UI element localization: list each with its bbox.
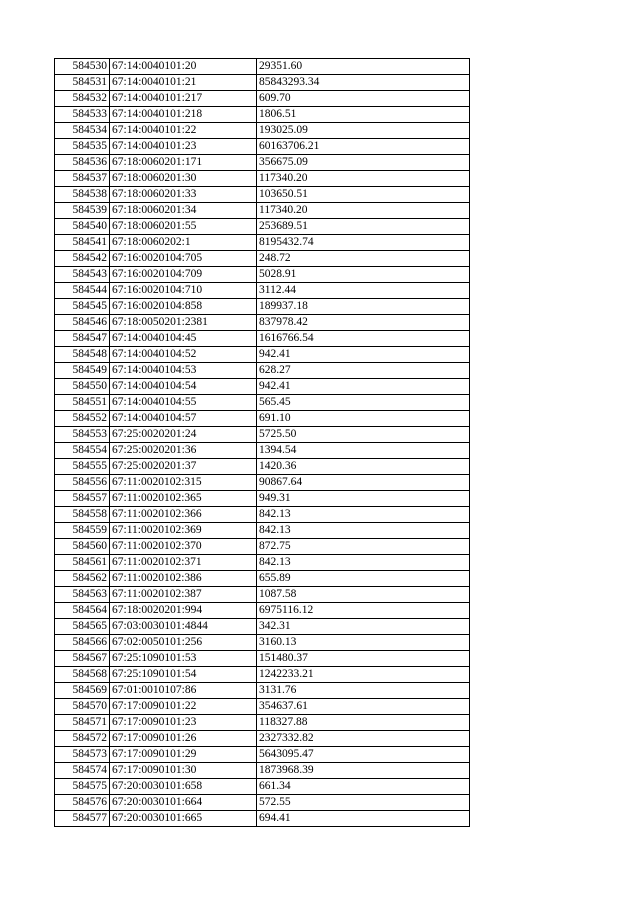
value-cell: 842.13 <box>257 507 470 523</box>
table-row <box>55 507 470 523</box>
cadastral-number-cell: 67:18:0060201:30 <box>110 171 257 187</box>
table-row <box>55 683 470 699</box>
value-cell: 29351.60 <box>257 59 470 75</box>
cadastral-number-cell: 67:18:0060202:1 <box>110 235 257 251</box>
row-number-cell: 584548 <box>55 347 110 363</box>
row-number-cell: 584535 <box>55 139 110 155</box>
value-cell: 949.31 <box>257 491 470 507</box>
row-number-cell: 584533 <box>55 107 110 123</box>
value-cell: 572.55 <box>257 795 470 811</box>
value-cell: 117340.20 <box>257 203 470 219</box>
cadastral-number-cell: 67:11:0020102:366 <box>110 507 257 523</box>
row-number-cell: 584542 <box>55 251 110 267</box>
table-row <box>55 427 470 443</box>
cadastral-number-cell: 67:14:0040104:52 <box>110 347 257 363</box>
value-cell: 356675.09 <box>257 155 470 171</box>
table-row <box>55 315 470 331</box>
table-row <box>55 795 470 811</box>
value-cell: 842.13 <box>257 523 470 539</box>
value-cell: 3112.44 <box>257 283 470 299</box>
table-row <box>55 475 470 491</box>
value-cell: 8195432.74 <box>257 235 470 251</box>
value-cell: 189937.18 <box>257 299 470 315</box>
table-row <box>55 667 470 683</box>
row-number-cell: 584568 <box>55 667 110 683</box>
table-row <box>55 107 470 123</box>
cadastral-number-cell: 67:14:0040104:57 <box>110 411 257 427</box>
cadastral-number-cell: 67:14:0040101:23 <box>110 139 257 155</box>
value-cell: 837978.42 <box>257 315 470 331</box>
row-number-cell: 584564 <box>55 603 110 619</box>
row-number-cell: 584575 <box>55 779 110 795</box>
table-row <box>55 587 470 603</box>
row-number-cell: 584537 <box>55 171 110 187</box>
table-row <box>55 379 470 395</box>
table-row <box>55 155 470 171</box>
row-number-cell: 584531 <box>55 75 110 91</box>
cadastral-number-cell: 67:18:0060201:34 <box>110 203 257 219</box>
cadastral-number-cell: 67:18:0060201:55 <box>110 219 257 235</box>
table-row <box>55 395 470 411</box>
cadastral-number-cell: 67:20:0030101:665 <box>110 811 257 827</box>
table-row <box>55 123 470 139</box>
table-row <box>55 203 470 219</box>
value-cell: 5725.50 <box>257 427 470 443</box>
row-number-cell: 584566 <box>55 635 110 651</box>
cadastral-number-cell: 67:03:0030101:4844 <box>110 619 257 635</box>
table-row <box>55 571 470 587</box>
cadastral-number-cell: 67:11:0020102:387 <box>110 587 257 603</box>
row-number-cell: 584557 <box>55 491 110 507</box>
cadastral-number-cell: 67:17:0090101:30 <box>110 763 257 779</box>
table-row <box>55 443 470 459</box>
cadastral-number-cell: 67:18:0060201:171 <box>110 155 257 171</box>
value-cell: 842.13 <box>257 555 470 571</box>
value-cell: 5028.91 <box>257 267 470 283</box>
value-cell: 193025.09 <box>257 123 470 139</box>
cadastral-number-cell: 67:20:0030101:664 <box>110 795 257 811</box>
table-row <box>55 779 470 795</box>
table-row <box>55 731 470 747</box>
table-row <box>55 347 470 363</box>
value-cell: 565.45 <box>257 395 470 411</box>
value-cell: 1420.36 <box>257 459 470 475</box>
cadastral-number-cell: 67:17:0090101:26 <box>110 731 257 747</box>
row-number-cell: 584574 <box>55 763 110 779</box>
value-cell: 90867.64 <box>257 475 470 491</box>
value-cell: 5643095.47 <box>257 747 470 763</box>
row-number-cell: 584563 <box>55 587 110 603</box>
row-number-cell: 584536 <box>55 155 110 171</box>
cadastral-number-cell: 67:11:0020102:386 <box>110 571 257 587</box>
cadastral-number-cell: 67:25:1090101:53 <box>110 651 257 667</box>
value-cell: 2327332.82 <box>257 731 470 747</box>
cadastral-number-cell: 67:20:0030101:658 <box>110 779 257 795</box>
table-row <box>55 411 470 427</box>
value-cell: 1616766.54 <box>257 331 470 347</box>
value-cell: 1394.54 <box>257 443 470 459</box>
table-row <box>55 699 470 715</box>
value-cell: 691.10 <box>257 411 470 427</box>
cadastral-value-table <box>54 58 470 827</box>
table-row <box>55 171 470 187</box>
cadastral-number-cell: 67:01:0010107:86 <box>110 683 257 699</box>
table-row <box>55 267 470 283</box>
row-number-cell: 584576 <box>55 795 110 811</box>
table-row <box>55 555 470 571</box>
table-row <box>55 187 470 203</box>
table-row <box>55 363 470 379</box>
value-cell: 103650.51 <box>257 187 470 203</box>
cadastral-number-cell: 67:14:0040104:45 <box>110 331 257 347</box>
cadastral-number-cell: 67:25:0020201:24 <box>110 427 257 443</box>
table-row <box>55 331 470 347</box>
cadastral-number-cell: 67:11:0020102:315 <box>110 475 257 491</box>
row-number-cell: 584558 <box>55 507 110 523</box>
row-number-cell: 584554 <box>55 443 110 459</box>
table-row <box>55 747 470 763</box>
row-number-cell: 584556 <box>55 475 110 491</box>
table-row <box>55 619 470 635</box>
cadastral-number-cell: 67:25:1090101:54 <box>110 667 257 683</box>
cadastral-number-cell: 67:14:0040101:218 <box>110 107 257 123</box>
value-cell: 628.27 <box>257 363 470 379</box>
table-body <box>55 59 470 827</box>
row-number-cell: 584539 <box>55 203 110 219</box>
cadastral-number-cell: 67:14:0040104:53 <box>110 363 257 379</box>
row-number-cell: 584571 <box>55 715 110 731</box>
row-number-cell: 584559 <box>55 523 110 539</box>
value-cell: 85843293.34 <box>257 75 470 91</box>
cadastral-number-cell: 67:17:0090101:23 <box>110 715 257 731</box>
cadastral-number-cell: 67:16:0020104:858 <box>110 299 257 315</box>
value-cell: 1087.58 <box>257 587 470 603</box>
row-number-cell: 584544 <box>55 283 110 299</box>
cadastral-number-cell: 67:16:0020104:709 <box>110 267 257 283</box>
value-cell: 6975116.12 <box>257 603 470 619</box>
row-number-cell: 584567 <box>55 651 110 667</box>
cadastral-number-cell: 67:14:0040104:55 <box>110 395 257 411</box>
value-cell: 609.70 <box>257 91 470 107</box>
table-row <box>55 91 470 107</box>
cadastral-number-cell: 67:18:0060201:33 <box>110 187 257 203</box>
row-number-cell: 584530 <box>55 59 110 75</box>
cadastral-number-cell: 67:14:0040101:21 <box>110 75 257 91</box>
row-number-cell: 584534 <box>55 123 110 139</box>
value-cell: 1806.51 <box>257 107 470 123</box>
cadastral-number-cell: 67:11:0020102:371 <box>110 555 257 571</box>
value-cell: 661.34 <box>257 779 470 795</box>
cadastral-number-cell: 67:16:0020104:705 <box>110 251 257 267</box>
cadastral-number-cell: 67:18:0050201:2381 <box>110 315 257 331</box>
table-row <box>55 459 470 475</box>
cadastral-number-cell: 67:02:0050101:256 <box>110 635 257 651</box>
value-cell: 253689.51 <box>257 219 470 235</box>
row-number-cell: 584545 <box>55 299 110 315</box>
cadastral-number-cell: 67:14:0040101:22 <box>110 123 257 139</box>
table-row <box>55 251 470 267</box>
row-number-cell: 584553 <box>55 427 110 443</box>
cadastral-number-cell: 67:17:0090101:22 <box>110 699 257 715</box>
value-cell: 942.41 <box>257 379 470 395</box>
cadastral-number-cell: 67:25:0020201:36 <box>110 443 257 459</box>
table-row <box>55 299 470 315</box>
cadastral-number-cell: 67:17:0090101:29 <box>110 747 257 763</box>
cadastral-number-cell: 67:11:0020102:369 <box>110 523 257 539</box>
value-cell: 117340.20 <box>257 171 470 187</box>
value-cell: 118327.88 <box>257 715 470 731</box>
value-cell: 354637.61 <box>257 699 470 715</box>
row-number-cell: 584546 <box>55 315 110 331</box>
row-number-cell: 584552 <box>55 411 110 427</box>
table-row <box>55 763 470 779</box>
row-number-cell: 584532 <box>55 91 110 107</box>
row-number-cell: 584555 <box>55 459 110 475</box>
cadastral-number-cell: 67:11:0020102:370 <box>110 539 257 555</box>
cadastral-number-cell: 67:14:0040101:217 <box>110 91 257 107</box>
value-cell: 942.41 <box>257 347 470 363</box>
table-row <box>55 139 470 155</box>
row-number-cell: 584543 <box>55 267 110 283</box>
table-row <box>55 59 470 75</box>
table-row <box>55 603 470 619</box>
table-row <box>55 635 470 651</box>
cadastral-number-cell: 67:16:0020104:710 <box>110 283 257 299</box>
value-cell: 3131.76 <box>257 683 470 699</box>
row-number-cell: 584550 <box>55 379 110 395</box>
row-number-cell: 584562 <box>55 571 110 587</box>
table-row <box>55 539 470 555</box>
row-number-cell: 584541 <box>55 235 110 251</box>
row-number-cell: 584569 <box>55 683 110 699</box>
row-number-cell: 584573 <box>55 747 110 763</box>
table-row <box>55 283 470 299</box>
row-number-cell: 584572 <box>55 731 110 747</box>
cadastral-number-cell: 67:11:0020102:365 <box>110 491 257 507</box>
value-cell: 248.72 <box>257 251 470 267</box>
cadastral-number-cell: 67:14:0040101:20 <box>110 59 257 75</box>
row-number-cell: 584577 <box>55 811 110 827</box>
value-cell: 3160.13 <box>257 635 470 651</box>
row-number-cell: 584547 <box>55 331 110 347</box>
value-cell: 872.75 <box>257 539 470 555</box>
row-number-cell: 584538 <box>55 187 110 203</box>
table-row <box>55 523 470 539</box>
value-cell: 694.41 <box>257 811 470 827</box>
value-cell: 342.31 <box>257 619 470 635</box>
row-number-cell: 584560 <box>55 539 110 555</box>
value-cell: 1873968.39 <box>257 763 470 779</box>
value-cell: 151480.37 <box>257 651 470 667</box>
cadastral-number-cell: 67:25:0020201:37 <box>110 459 257 475</box>
table-row <box>55 811 470 827</box>
value-cell: 1242233.21 <box>257 667 470 683</box>
row-number-cell: 584565 <box>55 619 110 635</box>
table-row <box>55 491 470 507</box>
table-row <box>55 219 470 235</box>
row-number-cell: 584551 <box>55 395 110 411</box>
cadastral-number-cell: 67:14:0040104:54 <box>110 379 257 395</box>
cadastral-number-cell: 67:18:0020201:994 <box>110 603 257 619</box>
row-number-cell: 584549 <box>55 363 110 379</box>
table-row <box>55 715 470 731</box>
table-row <box>55 651 470 667</box>
value-cell: 60163706.21 <box>257 139 470 155</box>
table-row <box>55 235 470 251</box>
row-number-cell: 584561 <box>55 555 110 571</box>
row-number-cell: 584540 <box>55 219 110 235</box>
table-row <box>55 75 470 91</box>
row-number-cell: 584570 <box>55 699 110 715</box>
value-cell: 655.89 <box>257 571 470 587</box>
